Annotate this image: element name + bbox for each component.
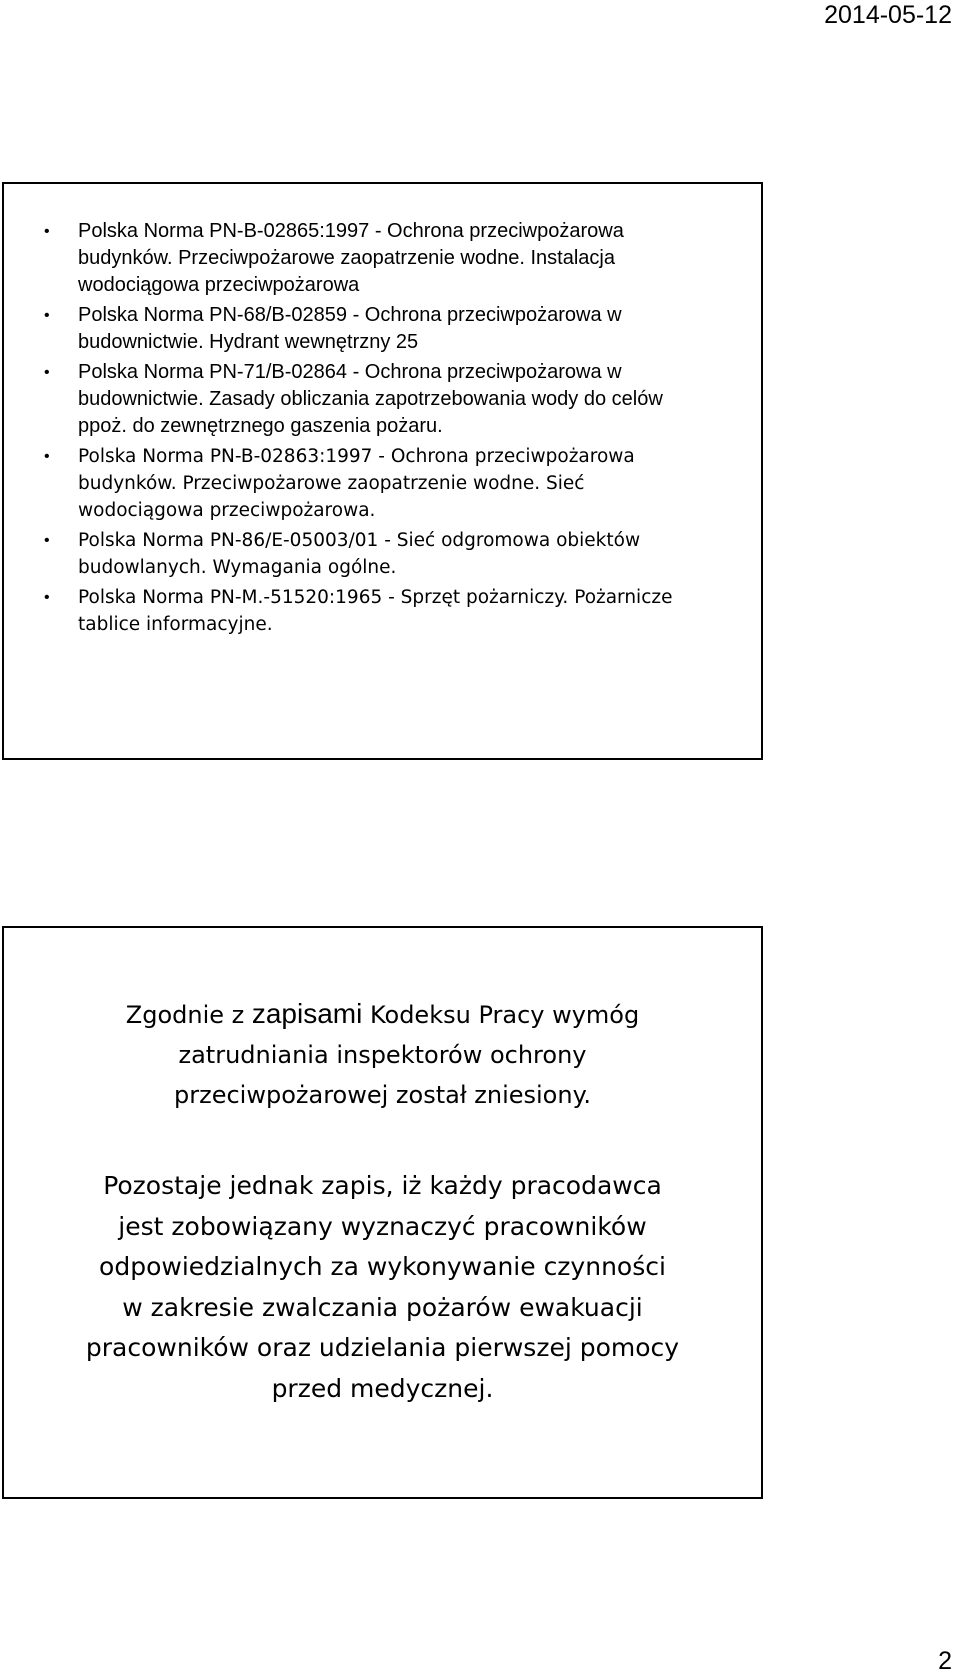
- bullet-icon: •: [44, 223, 50, 240]
- list-item-line: ppoż. do zewnętrznego gaszenia pożaru.: [78, 415, 443, 437]
- paragraph-text: Zgodnie z: [125, 1001, 252, 1029]
- list-item-text: [78, 361, 663, 437]
- paragraph-text: Kodeksu Pracy wymóg: [362, 1001, 640, 1029]
- list-item-line: budynków. Przeciwpożarowe zaopatrzenie wodne. Sieć: [78, 473, 585, 494]
- list-item-line: budynków. Przeciwpożarowe zaopatrzenie wodne. Instalacja: [78, 247, 615, 269]
- list-item-line: Polska Norma PN-M.-51520:1965 - Sprzęt pożarniczy. Pożarnicze: [78, 587, 673, 608]
- slide-labor-code-note: [2, 926, 763, 1499]
- list-item-line: budownictwie. Hydrant wewnętrzny 25: [78, 331, 419, 353]
- list-item-line: Polska Norma PN-68/B-02859 - Ochrona przeciwpożarowa w: [78, 304, 622, 326]
- standards-bullet-list: [44, 218, 694, 641]
- page-date: 2014-05-12: [824, 1, 952, 29]
- paragraph-line: przed medycznej.: [271, 1373, 494, 1403]
- bullet-icon: •: [44, 532, 50, 549]
- labor-code-paragraph: [4, 994, 761, 1115]
- paragraph-line: pracowników oraz udzielania pierwszej pomocy: [85, 1333, 680, 1362]
- list-item-line: budowlanych. Wymagania ogólne.: [78, 557, 397, 578]
- list-item: [44, 527, 694, 581]
- bullet-icon: •: [44, 307, 50, 324]
- list-item: [44, 584, 694, 638]
- list-item-line: Polska Norma PN-71/B-02864 - Ochrona przeciwpożarowa w: [78, 361, 622, 383]
- list-item-text: [78, 530, 640, 578]
- slide-standards-list: [2, 182, 763, 760]
- paragraph-line: jest zobowiązany wyznaczyć pracowników: [118, 1211, 647, 1241]
- list-item-line: wodociągowa przeciwpożarowa.: [78, 500, 376, 521]
- list-item: [44, 443, 694, 524]
- list-item-line: budownictwie. Zasady obliczania zapotrzebowania wody do celów: [78, 388, 663, 410]
- list-item-line: wodociągowa przeciwpożarowa: [78, 274, 360, 296]
- page-number: 2: [938, 1647, 952, 1675]
- list-item-text: [78, 220, 624, 296]
- paragraph-line: odpowiedzialnych za wykonywanie czynności: [99, 1252, 666, 1281]
- list-item: [44, 359, 694, 440]
- bullet-icon: •: [44, 364, 50, 381]
- bullet-icon: •: [44, 448, 50, 465]
- list-item-line: Polska Norma PN-B-02865:1997 - Ochrona przeciwpożarowa: [78, 220, 624, 242]
- paragraph-line: Pozostaje jednak zapis, iż każdy pracodawca: [103, 1171, 662, 1200]
- list-item-line: tablice informacyjne.: [78, 614, 273, 635]
- list-item-text: [78, 587, 672, 635]
- list-item-line: Polska Norma PN-86/E-05003/01 - Sieć odgromowa obiektów: [78, 530, 641, 551]
- paragraph-line: przeciwpożarowej został zniesiony.: [174, 1081, 591, 1109]
- list-item-line: Polska Norma PN-B-02863:1997 - Ochrona przeciwpożarowa: [78, 446, 635, 467]
- emphasized-word: zapisami: [251, 998, 363, 1029]
- bullet-icon: •: [44, 589, 50, 606]
- list-item-text: [78, 304, 622, 353]
- list-item: [44, 302, 694, 356]
- list-item-text: [78, 446, 635, 521]
- paragraph-line: zatrudniania inspektorów ochrony: [178, 1041, 587, 1069]
- employer-duty-paragraph: [4, 1166, 761, 1409]
- paragraph-line: w zakresie zwalczania pożarów ewakuacji: [122, 1292, 643, 1322]
- list-item: [44, 218, 694, 299]
